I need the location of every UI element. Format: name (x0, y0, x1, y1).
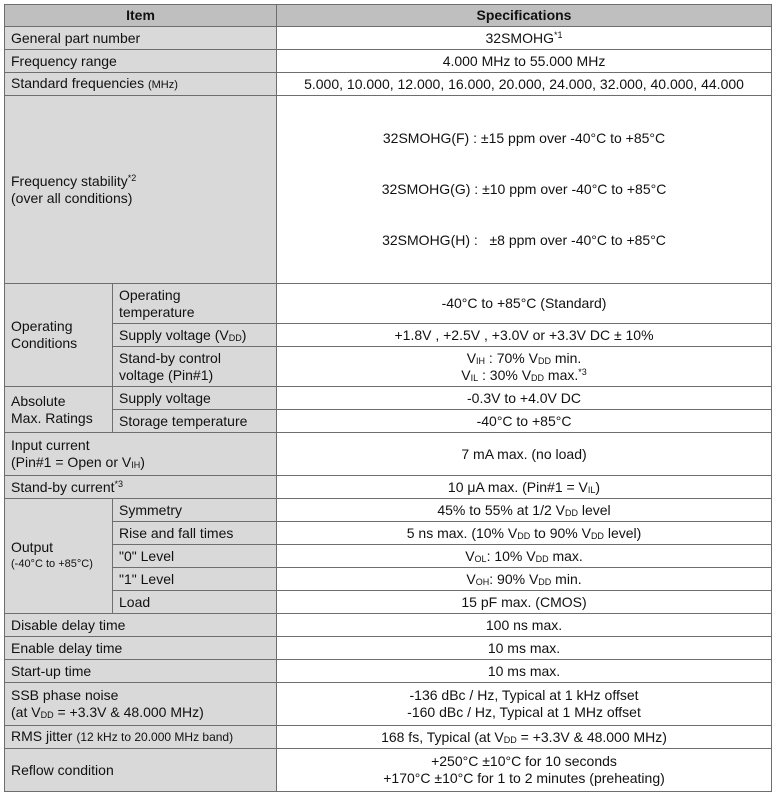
row-value: $V_{OL}$: 10% $V_{DD}$ max. (277, 545, 772, 568)
table-row (5, 284, 772, 324)
row-value: -40°C to +85°C (277, 410, 772, 433)
specifications-table (4, 4, 772, 792)
row-value: 5.000, 10.000, 12.000, 16.000, 20.000, 24.000, 32.000, 40.000, 44.000 (277, 73, 772, 96)
table-row (5, 73, 772, 96)
sub-label: Stand-by control voltage (Pin#1) (113, 347, 277, 387)
table-row (5, 499, 772, 522)
table-row (5, 476, 772, 499)
row-value: 32SMOHG$^{*1}$ (277, 27, 772, 50)
row-label: Frequency range (5, 50, 277, 73)
table-row (5, 591, 772, 614)
row-label: Stand-by current$^{*3}$ (5, 476, 277, 499)
row-value: 7 mA max. (no load) (277, 433, 772, 476)
group-label: Absolute Max. Ratings (5, 387, 113, 433)
sub-label: Supply voltage (113, 387, 277, 410)
row-value: 32SMOHG(F) : ±15 ppm over -40°C to +85°C 32SMOHG(G) : ±10 ppm over -40°C to +85°C 32SMOHG(H) : ±8 ppm over -40°C to +85°C (277, 96, 772, 284)
row-label: Standard frequencies (MHz) (5, 73, 277, 96)
table-row (5, 387, 772, 410)
row-value: -0.3V to +4.0V DC (277, 387, 772, 410)
row-value: 100 ns max. (277, 614, 772, 637)
row-value: -40°C to +85°C (Standard) (277, 284, 772, 324)
table-row (5, 749, 772, 792)
row-value: 45% to 55% at 1/2 $V_{DD}$ level (277, 499, 772, 522)
row-value: 168 fs, Typical (at $V_{DD} = +3.3V$ & 48.000 MHz) (277, 726, 772, 749)
sub-label: Load (113, 591, 277, 614)
table-row (5, 50, 772, 73)
table-row (5, 660, 772, 683)
table-row (5, 614, 772, 637)
sub-label: "1" Level (113, 568, 277, 591)
row-value: $V_{IH}$ : 70% $V_{DD}$ min. $V_{IL}$ : 30% $V_{DD}$ max.$^{*3}$ (277, 347, 772, 387)
sub-label: Symmetry (113, 499, 277, 522)
row-label: Input current (Pin#1 = Open or $V_{IH}$) (5, 433, 277, 476)
table-row (5, 545, 772, 568)
table-row (5, 637, 772, 660)
group-label: Output (-40°C to +85°C) (5, 499, 113, 614)
sub-label: Storage temperature (113, 410, 277, 433)
row-value: 10 μA max. (Pin#1 = $V_{IL}$) (277, 476, 772, 499)
table-row (5, 410, 772, 433)
row-label: SSB phase noise (at $V_{DD} = +3.3V$ & 48.000 MHz) (5, 683, 277, 726)
row-label: Start-up time (5, 660, 277, 683)
table-row (5, 726, 772, 749)
table-row (5, 568, 772, 591)
table-row (5, 96, 772, 284)
row-value: +1.8V , +2.5V , +3.0V or +3.3V DC ± 10% (277, 324, 772, 347)
row-label: Disable delay time (5, 614, 277, 637)
row-value: -136 dBc / Hz, Typical at 1 kHz offset -160 dBc / Hz, Typical at 1 MHz offset (277, 683, 772, 726)
table-row (5, 683, 772, 726)
row-value: 10 ms max. (277, 660, 772, 683)
table-row (5, 433, 772, 476)
sub-label: Rise and fall times (113, 522, 277, 545)
row-label: Enable delay time (5, 637, 277, 660)
row-value: 15 pF max. (CMOS) (277, 591, 772, 614)
table-row (5, 324, 772, 347)
sub-label: "0" Level (113, 545, 277, 568)
row-value: 10 ms max. (277, 637, 772, 660)
row-label: Frequency stability$^{*2}$ (over all conditions) (5, 96, 277, 284)
table-row (5, 347, 772, 387)
row-label: Reflow condition (5, 749, 277, 792)
table-row (5, 522, 772, 545)
row-value: $V_{OH}$: 90% $V_{DD}$ min. (277, 568, 772, 591)
table-row (5, 27, 772, 50)
row-value: 4.000 MHz to 55.000 MHz (277, 50, 772, 73)
item-header: Item (5, 5, 277, 27)
row-label: General part number (5, 27, 277, 50)
sub-label: Supply voltage $(V_{DD})$ (113, 324, 277, 347)
specifications-header: Specifications (277, 5, 772, 27)
row-value: 5 ns max. (10% $V_{DD}$ to 90% $V_{DD}$ level) (277, 522, 772, 545)
sub-label: Operating temperature (113, 284, 277, 324)
header-row (5, 5, 772, 27)
row-label: RMS jitter (12 kHz to 20.000 MHz band) (5, 726, 277, 749)
group-label: Operating Conditions (5, 284, 113, 387)
row-value: +250°C ±10°C for 10 seconds +170°C ±10°C for 1 to 2 minutes (preheating) (277, 749, 772, 792)
